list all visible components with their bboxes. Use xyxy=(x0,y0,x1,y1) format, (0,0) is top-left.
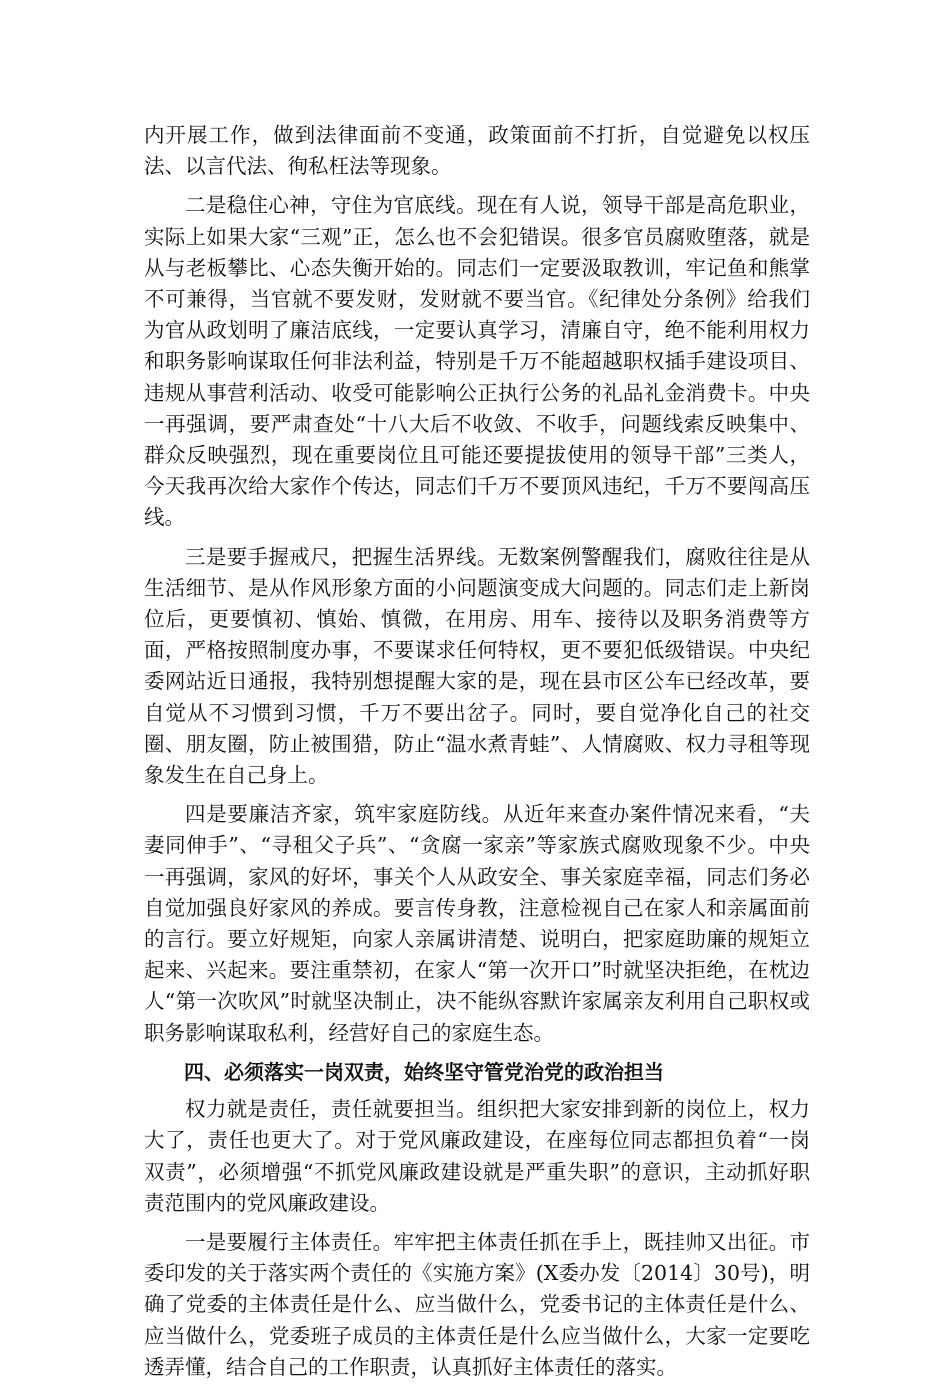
paragraph-main-responsibility: 一是要履行主体责任。牢牢把主体责任抓在手上，既挂帅又出征。市委印发的关于落实两个责任的《实施方案》(X委办发〔2014〕30号)，明确了党委的主体责任是什么、应当做什么，党委书记的主体责任是什么、应当做什么，党委班子成员的主体责任是什么应当做什么，大家一定要吃透弄懂，结合自己的工作职责，认真抓好主体责任的落实。 xyxy=(144,1229,810,1379)
paragraph-continuation: 内开展工作，做到法律面前不变通，政策面前不打折，自觉避免以权压法、以言代法、徇私枉法等现象。 xyxy=(144,123,810,179)
document-page xyxy=(144,120,810,1391)
paragraph-point-two: 二是稳住心神，守住为官底线。现在有人说，领导干部是高危职业，实际上如果大家“三观”正，怎么也不会犯错误。很多官员腐败堕落，就是从与老板攀比、心态失衡开始的。同志们一定要汲取教训，牢记鱼和熊掌不可兼得，当官就不要发财，发财就不要当官。《纪律处分条例》给我们为官从政划明了廉洁底线，一定要认真学习，清廉自守，绝不能利用权力和职务影响谋取任何非法利益，特别是千万不能超越职权插手建设项目、违规从事营利活动、收受可能影响公正执行公务的礼品礼金消费卡。中央一再强调，要严肃查处“十八大后不收敛、不收手，问题线索反映集中、群众反映强烈，现在重要岗位且可能还要提拔使用的领导干部”三类人，今天我再次给大家作个传达，同志们千万不要顶风违纪，千万不要闯高压线。 xyxy=(144,193,810,530)
section-heading: 四、必须落实一岗双责，始终坚守管党治党的政治担当 xyxy=(184,1059,664,1084)
paragraph-point-four: 四是要廉洁齐家，筑牢家庭防线。从近年来查办案件情况来看，“夫妻同伸手”、“寻租父子兵”、“贪腐一家亲”等家族式腐败现象不少。中央一再强调，家风的好坏，事关个人从政安全、事关家庭幸福，同志们务必自觉加强良好家风的养成。要言传身教，注意检视自己在家人和亲属面前的言行。要立好规矩，向家人亲属讲清楚、说明白，把家庭助廉的规矩立起来、兴起来。要注重禁初，在家人“第一次开口”时就坚决拒绝，在枕边人“第一次吹风”时就坚决制止，决不能纵容默许家属亲友利用自己职权或职务影响谋取私利，经营好自己的家庭生态。 xyxy=(144,802,810,1045)
paragraph-point-three: 三是要手握戒尺，把握生活界线。无数案例警醒我们，腐败往往是从生活细节、是从作风形象方面的小问题演变成大问题的。同志们走上新岗位后，更要慎初、慎始、慎微，在用房、用车、接待以及职务消费等方面，严格按照制度办事，不要谋求任何特权，更不要犯低级错误。中央纪委网站近日通报，我特别想提醒大家的是，现在县市区公车已经改革，要自觉从不习惯到习惯，千万不要出岔子。同时，要自觉净化自己的社交圈、朋友圈，防止被围猎，防止“温水煮青蛙”、人情腐败、权力寻租等现象发生在自己身上。 xyxy=(144,544,810,788)
paragraph-responsibility-intro: 权力就是责任，责任就要担当。组织把大家安排到新的岗位上，权力大了，责任也更大了。对于党风廉政建设，在座每位同志都担负着“一岗双责”，必须增强“不抓党风廉政建设就是严重失职”的意识，主动抓好职责范围内的党风廉政建设。 xyxy=(144,1097,810,1215)
